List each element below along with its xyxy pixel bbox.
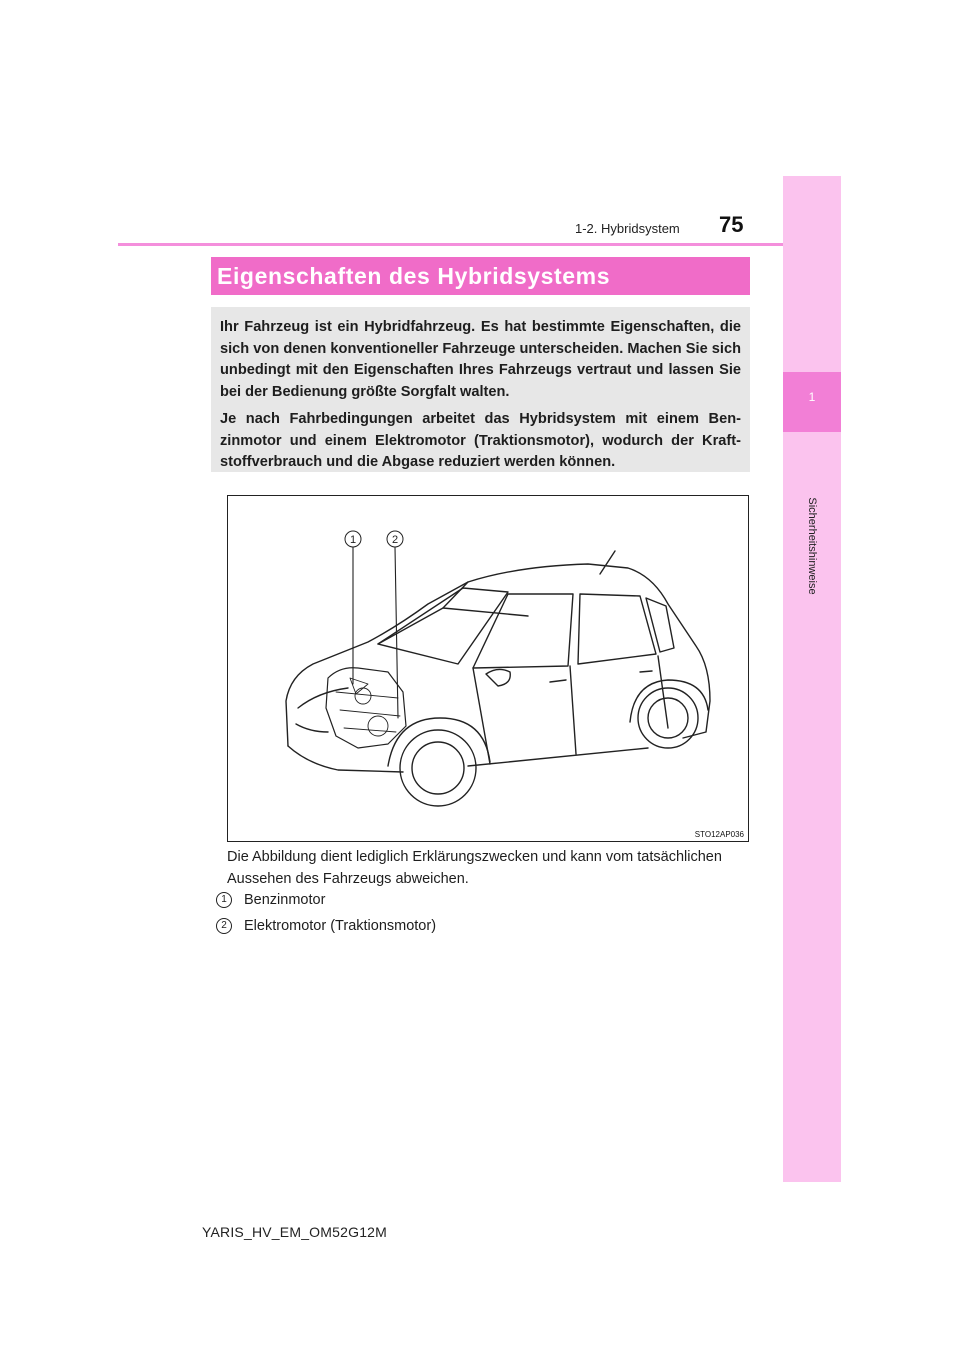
legend-label-1: Benzinmotor <box>244 892 326 908</box>
figure-caption: Die Abbildung dient lediglich Erklärungszwecken und kann vom tatsächlichen Aussehen des Fahrzeugs abweichen. <box>227 849 722 887</box>
page-title: Eigenschaften des Hybridsystems <box>217 263 611 289</box>
vehicle-illustration <box>227 495 749 842</box>
side-chapter-number: 1 <box>808 390 816 404</box>
section-title: 1-2. Hybridsystem <box>575 221 680 236</box>
header-divider <box>118 243 783 246</box>
car-drawing <box>228 496 748 841</box>
document-code-footer: YARIS_HV_EM_OM52G12M <box>202 1224 388 1240</box>
legend-item-2 <box>216 917 436 935</box>
legend-item-1 <box>216 891 325 909</box>
intro-paragraph-2: Je nach Fahrbedingungen arbeitet das Hybridsystem mit einem Benzinmotor und einem Elektromotor (Traktionsmotor), wodurch der Kraftstoffverbrauch und die Abgase reduziert werden können. <box>220 411 741 470</box>
intro-box <box>211 307 750 472</box>
intro-paragraph-1: Ihr Fahrzeug ist ein Hybridfahrzeug. Es hat bestimmte Eigenschaften, die sich von denen konventioneller Fahrzeuge unterscheiden. Machen Sie sich unbedingt mit den Eigenschaften Ihres Fahrzeugs vertraut und lassen Sie bei der Bedienung größte Sorgfalt walten. <box>220 319 741 400</box>
side-chapter-label: Sicherheitshinweise <box>806 497 818 595</box>
side-chapter-tab <box>783 176 841 1182</box>
page-number: 75 <box>719 212 744 237</box>
callout-2-label: 2 <box>391 534 399 546</box>
figure-code: STO12AP036 <box>694 830 744 839</box>
page-title-bar <box>211 257 750 295</box>
legend-num-1: 1 <box>216 892 232 908</box>
legend-num-2: 2 <box>216 918 232 934</box>
legend-label-2: Elektromotor (Traktionsmotor) <box>244 918 437 934</box>
callout-1-label: 1 <box>349 534 357 546</box>
